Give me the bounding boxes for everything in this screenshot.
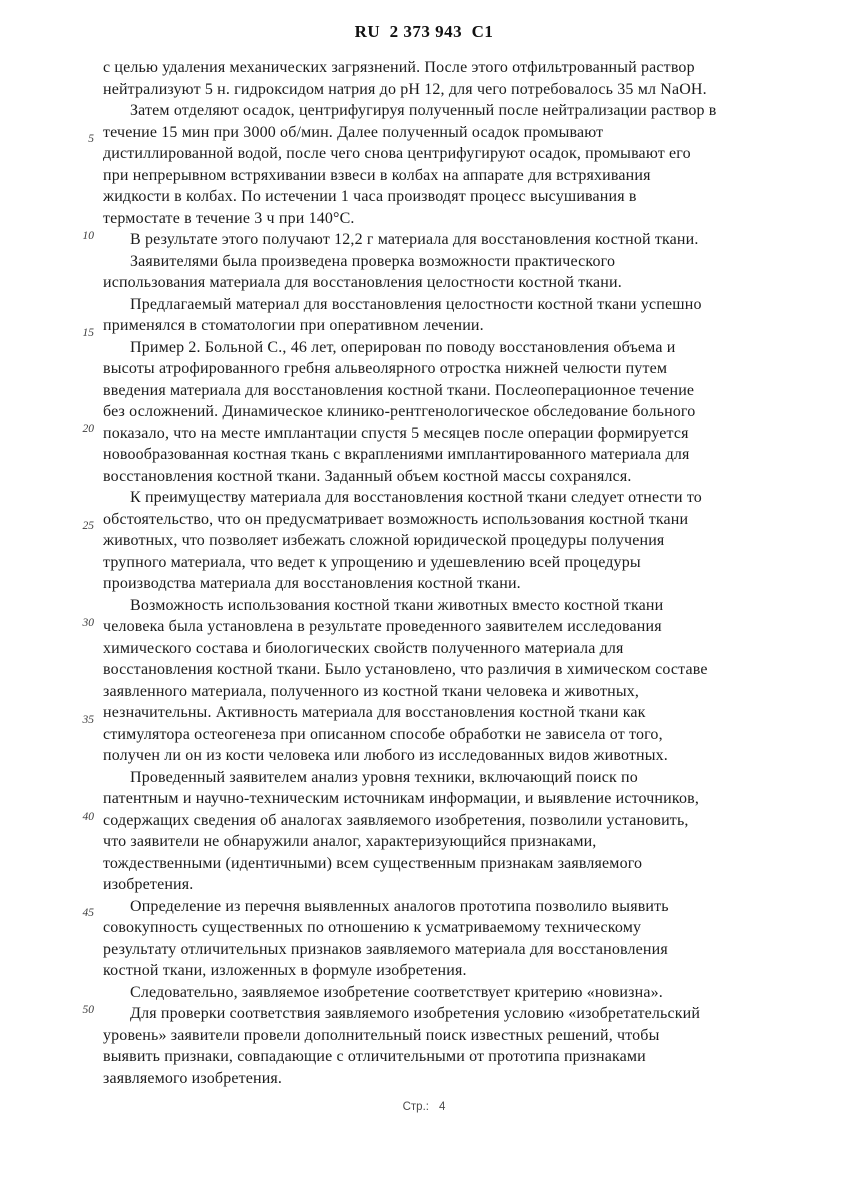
text-line: термостате в течение 3 ч при 140°С. — [103, 209, 355, 227]
text-line: патентным и научно-техническим источникам информации, и выявление источников, — [103, 790, 699, 807]
margin-line-number: 30 — [82, 617, 94, 629]
text-line: течение 15 мин при 3000 об/мин. Далее полученный осадок промывают — [103, 123, 604, 141]
text-line: показало, что на месте имплантации спустя 5 месяцев после операции формируется — [103, 424, 689, 442]
text-line: при непрерывном встряхивании взвеси в колбах на аппарате для встряхивания — [103, 166, 651, 184]
text-line: совокупность существенных по отношению к усматриваемому техническому — [103, 919, 642, 936]
text-line: трупного материала, что ведет к упрощению и удешевлению всей процедуры — [103, 553, 641, 571]
text-line: получен ли он из кости человека или любого из исследованных видов животных. — [103, 747, 668, 764]
text-line: дистиллированной водой, после чего снова центрифугируют осадок, промывают его — [103, 145, 691, 162]
patent-publication-number: RU 2 373 943 C1 — [354, 22, 494, 41]
text-line: заявленного материала, полученного из костной ткани человека и животных, — [103, 682, 640, 700]
text-line: новообразованная костная ткань с вкраплениями имплантированного материала для — [103, 446, 690, 463]
text-line: восстановления костной ткани. Заданный объем костной массы сохранялся. — [103, 467, 632, 485]
text-line: животных, что позволяет избежать сложной юридической процедуры получения — [103, 532, 665, 549]
text-line: высоты атрофированного гребня альвеолярного отростка нижней челюсти путем — [103, 360, 668, 377]
text-line: выявить признаки, совпадающие с отличительными от прототипа признаками — [103, 1048, 646, 1065]
text-line: с целью удаления механических загрязнений. После этого отфильтрованный раствор — [103, 59, 695, 76]
page-footer — [0, 1101, 848, 1113]
text-line: восстановления костной ткани. Было установлено, что различия в химическом составе — [103, 661, 708, 678]
text-line: К преимуществу материала для восстановления костной ткани следует отнести то — [130, 489, 702, 506]
text-line: Проведенный заявителем анализ уровня техники, включающий поиск по — [130, 768, 638, 786]
margin-line-number: 5 — [88, 133, 94, 145]
text-line: нейтрализуют 5 н. гидроксидом натрия до pH 12, для чего потребовалось 35 мл NaOH. — [103, 80, 707, 98]
text-line: без осложнений. Динамическое клинико-рентгенологическое обследование больного — [103, 403, 696, 420]
page-number-value: 4 — [438, 1101, 446, 1113]
margin-line-number: 40 — [82, 811, 94, 823]
patent-body-text — [103, 57, 775, 1089]
text-line: обстоятельство, что он предусматривает возможность использования костной ткани — [103, 510, 689, 528]
text-line: Определение из перечня выявленных аналогов прототипа позволило выявить — [130, 897, 669, 915]
text-line: содержащих сведения об аналогах заявляемого изобретения, позволили установить, — [103, 811, 689, 829]
text-line: уровень» заявители провели дополнительный поиск известных решений, чтобы — [103, 1026, 660, 1044]
text-line: Для проверки соответствия заявляемого изобретения условию «изобретательский — [130, 1005, 701, 1022]
margin-line-number: 25 — [82, 520, 94, 532]
text-line: незначительны. Активность материала для восстановления костной ткани как — [103, 704, 646, 721]
text-line: применялся в стоматологии при оперативном лечении. — [103, 317, 484, 334]
text-line: введения материала для восстановления костной ткани. Послеоперационное течение — [103, 381, 695, 399]
text-line: изобретения. — [103, 876, 194, 893]
text-line: Затем отделяют осадок, центрифугируя полученный после нейтрализации раствор в — [130, 102, 717, 119]
margin-line-number: 10 — [82, 230, 94, 242]
text-line: Следовательно, заявляемое изобретение соответствует критерию «новизна». — [130, 983, 663, 1001]
text-line: человека была установлена в результате проведенного заявителем исследования — [103, 618, 662, 635]
text-line: Заявителями была произведена проверка возможности практического — [130, 252, 616, 270]
text-line: заявляемого изобретения. — [103, 1069, 283, 1087]
text-line: костной ткани, изложенных в формуле изобретения. — [103, 962, 467, 979]
text-line: Пример 2. Больной С., 46 лет, оперирован по поводу восстановления объема и — [130, 338, 676, 356]
margin-line-number: 15 — [82, 327, 94, 339]
text-line: что заявители не обнаружили аналог, характеризующийся признаками, — [103, 833, 597, 850]
margin-line-number: 35 — [82, 714, 94, 726]
margin-line-number: 20 — [82, 423, 94, 435]
text-line: химического состава и биологических свойств полученного материала для — [103, 639, 624, 657]
text-line: Возможность использования костной ткани животных вместо костной ткани — [130, 596, 664, 614]
text-line: результату отличительных признаков заявляемого материала для восстановления — [103, 940, 668, 958]
margin-line-number: 45 — [82, 907, 94, 919]
text-line: стимулятора остеогенеза при описанном способе обработки не зависела от того, — [103, 725, 663, 743]
page-header — [0, 22, 848, 42]
text-line: использования материала для восстановления целостности костной ткани. — [103, 274, 622, 291]
text-line: Предлагаемый материал для восстановления целостности костной ткани успешно — [130, 295, 702, 313]
margin-line-number: 50 — [82, 1004, 94, 1016]
page-number-label: Стр.: — [402, 1101, 429, 1113]
margin-line-numbers — [0, 0, 100, 1200]
text-line: производства материала для восстановления костной ткани. — [103, 575, 521, 592]
text-line: тождественными (идентичными) всем существенным признакам заявляемого — [103, 854, 643, 872]
text-line: В результате этого получают 12,2 г материала для восстановления костной ткани. — [130, 231, 699, 248]
text-line: жидкости в колбах. По истечении 1 часа производят процесс высушивания в — [103, 188, 637, 205]
